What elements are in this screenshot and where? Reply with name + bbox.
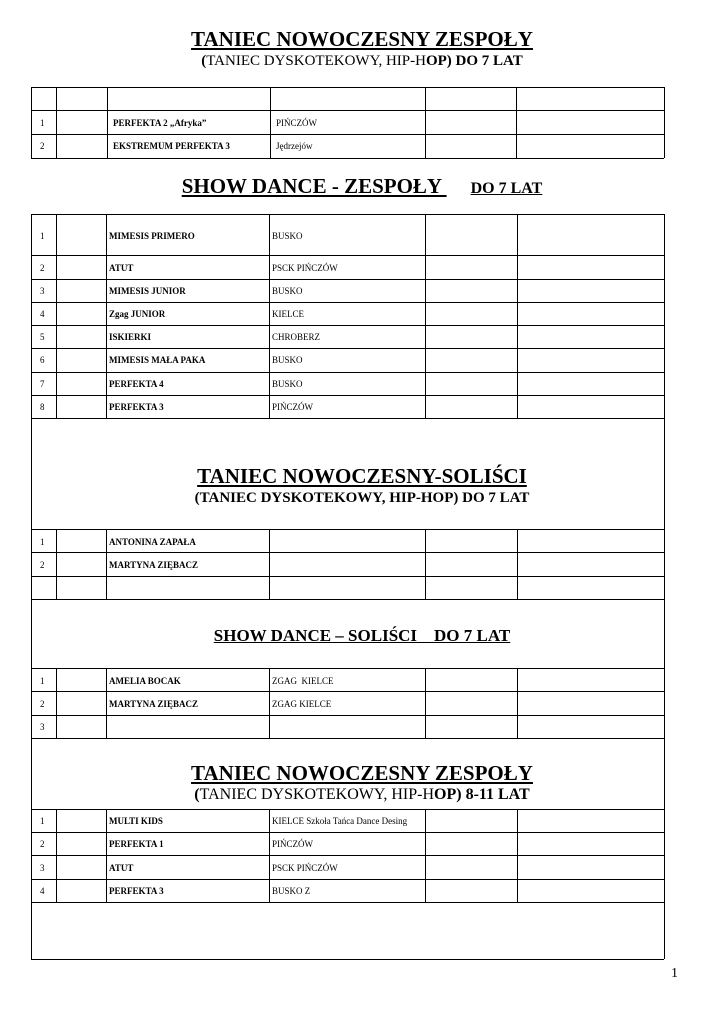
- row-number: 1: [40, 816, 45, 826]
- team-name: ATUT: [109, 263, 134, 273]
- team-place: PIŃCZÓW: [272, 839, 313, 849]
- row-number: 2: [40, 141, 45, 151]
- team-place: PSCK PIŃCZÓW: [272, 263, 338, 273]
- row-number: 3: [40, 722, 45, 732]
- soloist-name: AMELIA BOCAK: [109, 676, 181, 686]
- row-number: 1: [40, 537, 45, 547]
- team-name: MULTI KIDS: [109, 816, 163, 826]
- team-place: PIŃCZÓW: [272, 402, 313, 412]
- row-number: 4: [40, 886, 45, 896]
- row-number: 2: [40, 699, 45, 709]
- section4-title: SHOW DANCE – SOLIŚCI DO 7 LAT: [213, 626, 511, 645]
- team-place: BUSKO: [272, 286, 303, 296]
- row-number: 7: [40, 379, 45, 389]
- team-name: ATUT: [109, 863, 134, 873]
- team-name: PERFEKTA 4: [109, 379, 164, 389]
- row-number: 6: [40, 355, 45, 365]
- team-place: KIELCE Szkoła Tańca Dance Desing: [272, 816, 408, 826]
- row-number: 2: [40, 560, 45, 570]
- soloist-place: ZGAG KIELCE: [272, 676, 334, 686]
- team-place: KIELCE: [272, 309, 304, 319]
- team-name: PERFEKTA 3: [109, 886, 164, 896]
- section5-title: TANIEC NOWOCZESNY ZESPOŁY: [191, 761, 533, 785]
- team-place: BUSKO: [272, 231, 303, 241]
- soloist-name: MARTYNA ZIĘBACZ: [109, 699, 198, 709]
- team-name: ISKIERKI: [109, 332, 152, 342]
- team-place: BUSKO: [272, 355, 303, 365]
- team-place: PIŃCZÓW: [276, 118, 317, 128]
- team-place: BUSKO: [272, 379, 303, 389]
- team-name: PERFEKTA 3: [109, 402, 164, 412]
- row-number: 2: [40, 263, 45, 273]
- page-number: 1: [671, 966, 678, 981]
- row-number: 2: [40, 839, 45, 849]
- team-name: Zgag JUNIOR: [109, 309, 166, 319]
- team-name: MIMESIS MAŁA PAKA: [109, 355, 206, 365]
- soloist-place: ZGAG KIELCE: [272, 699, 332, 709]
- section2-title: SHOW DANCE - ZESPOŁY DO 7 LAT: [181, 174, 543, 198]
- row-number: 3: [40, 286, 45, 296]
- team-place: PSCK PIŃCZÓW: [272, 863, 338, 873]
- team-name: PERFEKTA 2 „Afryka”: [113, 118, 207, 128]
- soloist-name: ANTONINA ZAPAŁA: [109, 537, 196, 547]
- team-name: PERFEKTA 1: [109, 839, 164, 849]
- team-name: EKSTREMUM PERFEKTA 3: [113, 141, 230, 151]
- section3-title: TANIEC NOWOCZESNY-SOLIŚCI: [197, 464, 527, 488]
- row-number: 1: [40, 676, 45, 686]
- row-number: 8: [40, 402, 45, 412]
- section1-subtitle: (TANIEC DYSKOTEKOWY, HIP-HOP) DO 7 LAT: [201, 53, 523, 69]
- team-place: BUSKO Z: [272, 886, 311, 896]
- team-place: CHROBERZ: [272, 332, 321, 342]
- row-number: 5: [40, 332, 45, 342]
- row-number: 3: [40, 863, 45, 873]
- soloist-name: MARTYNA ZIĘBACZ: [109, 560, 198, 570]
- section3-subtitle: (TANIEC DYSKOTEKOWY, HIP-HOP) DO 7 LAT: [194, 490, 530, 506]
- team-place: Jędrzejów: [276, 141, 313, 151]
- team-name: MIMESIS PRIMERO: [109, 231, 195, 241]
- row-number: 1: [40, 118, 45, 128]
- section1-title: TANIEC NOWOCZESNY ZESPOŁY: [191, 27, 533, 51]
- section5-subtitle: (TANIEC DYSKOTEKOWY, HIP-HOP) 8-11 LAT: [194, 786, 530, 803]
- team-name: MIMESIS JUNIOR: [109, 286, 186, 296]
- row-number: 1: [40, 231, 45, 241]
- row-number: 4: [40, 309, 45, 319]
